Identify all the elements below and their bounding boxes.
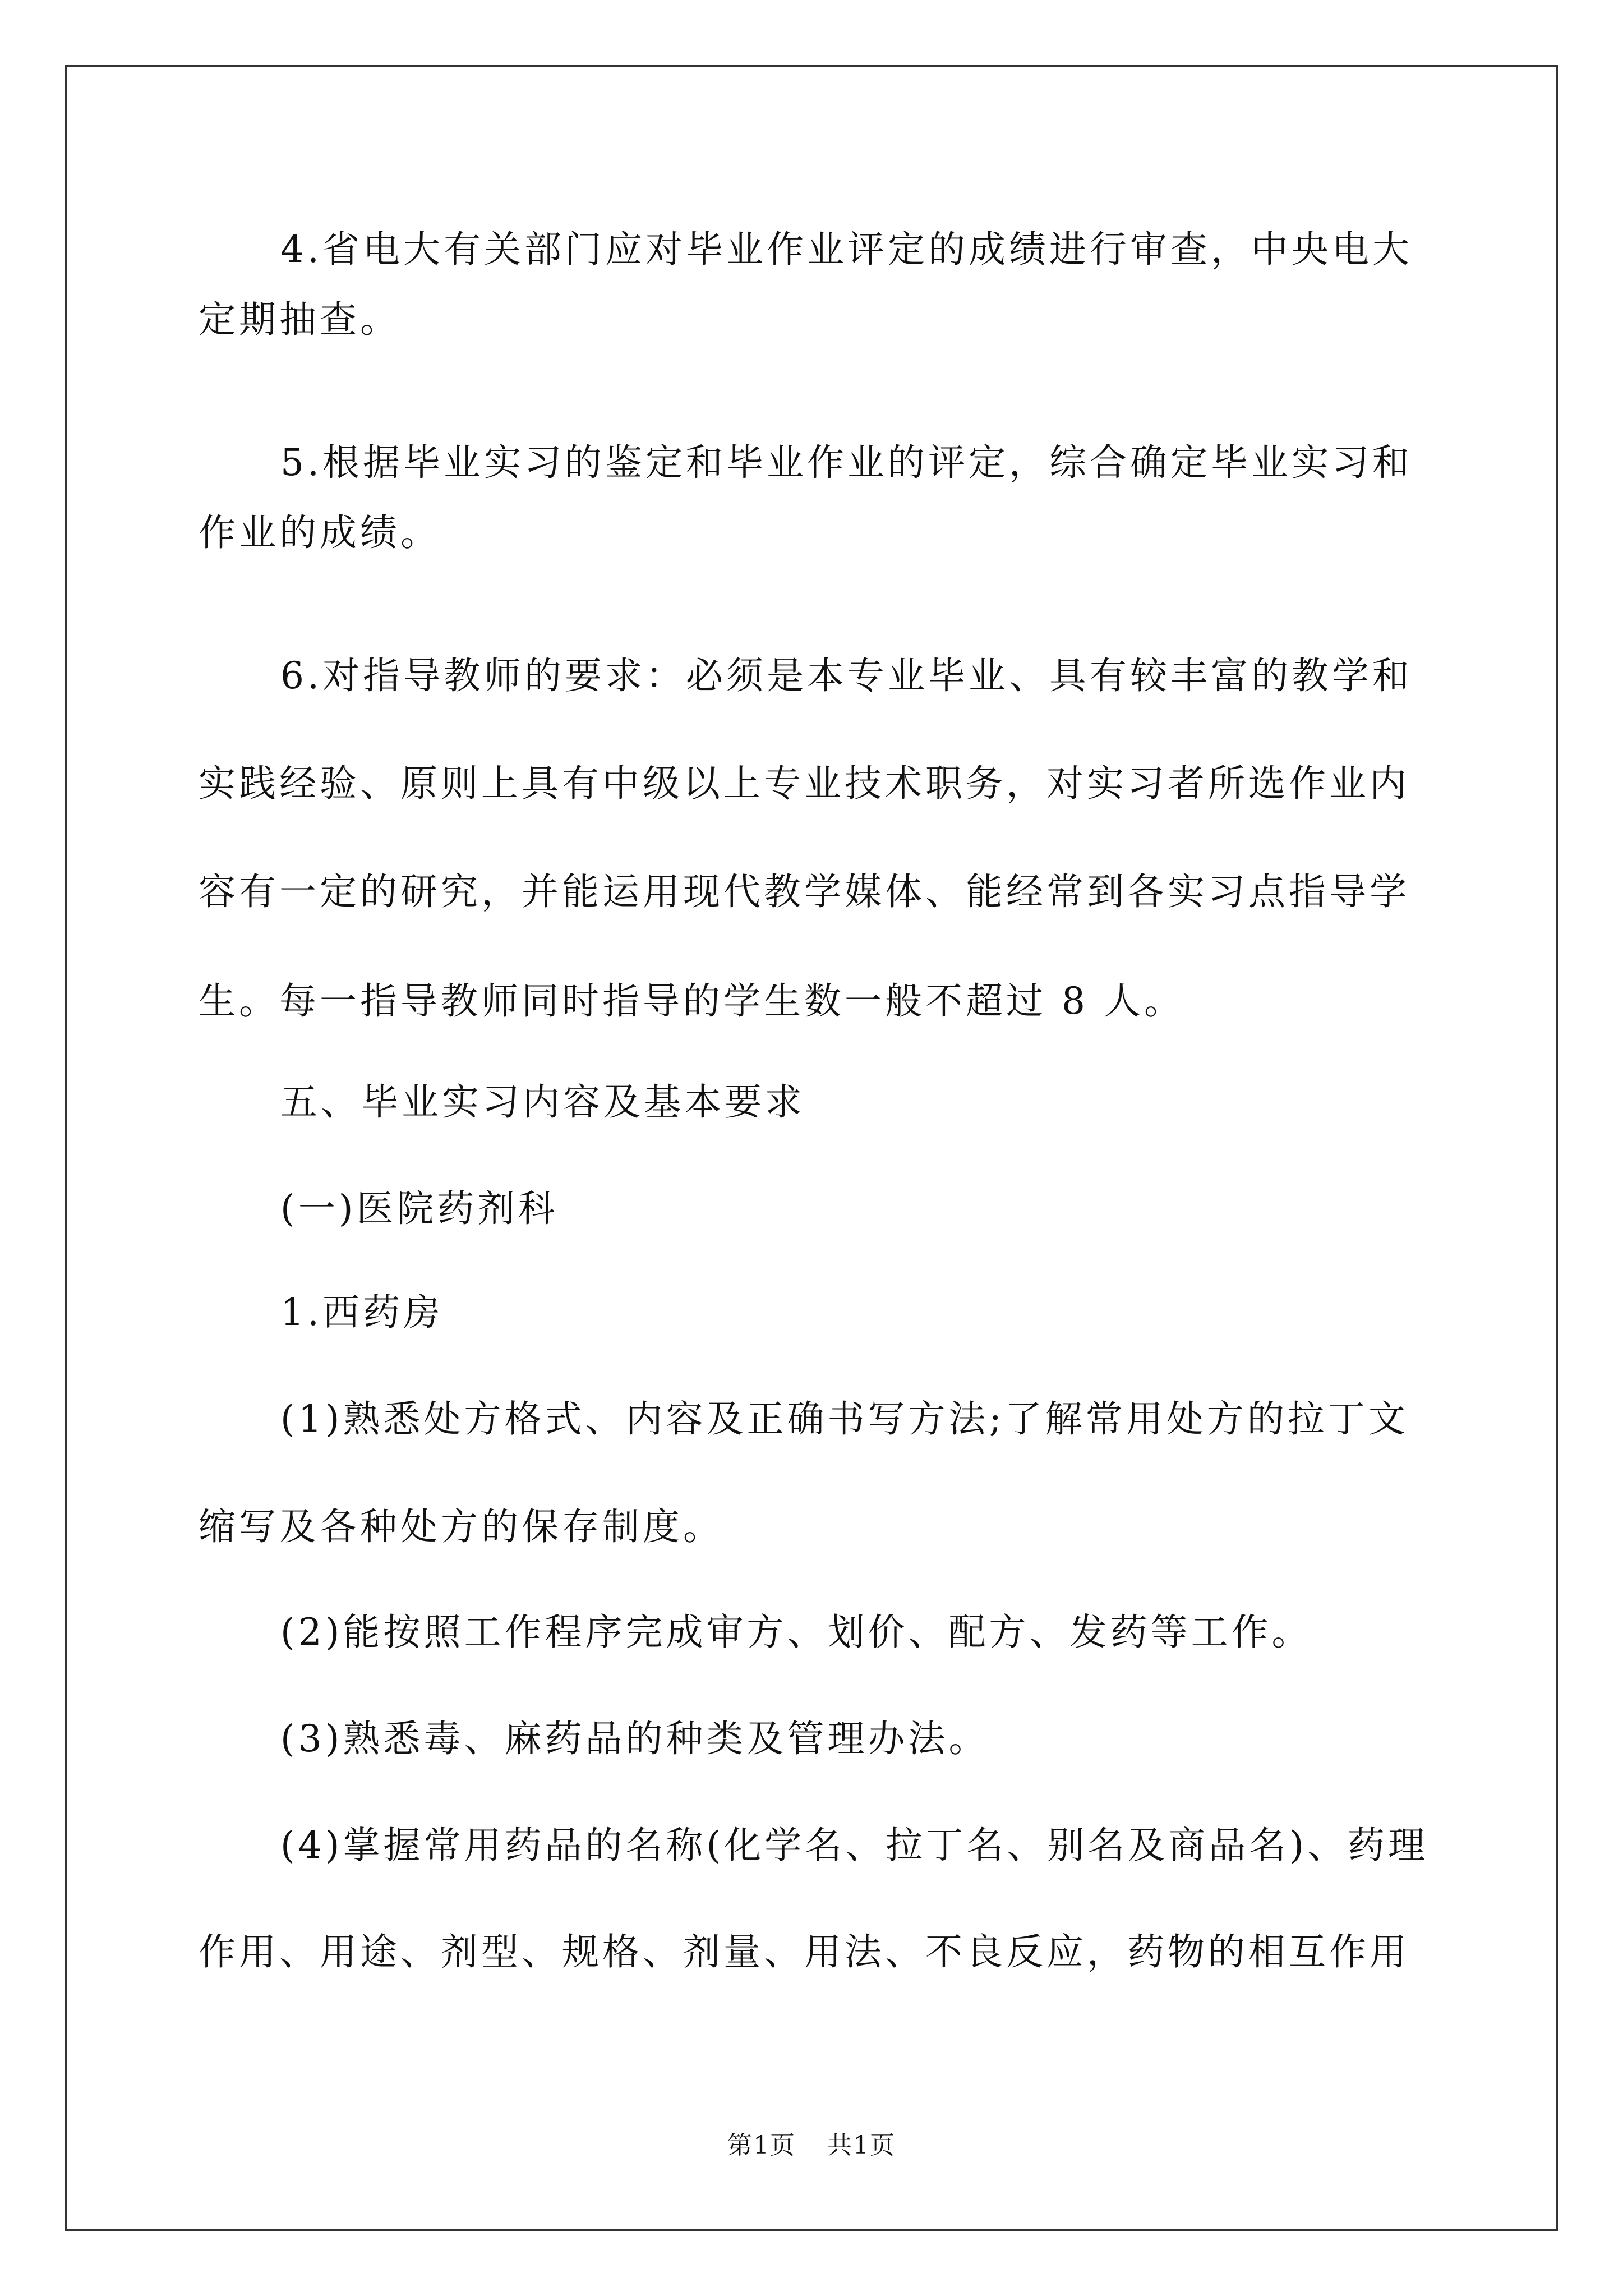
- paragraph-line: 作用、用途、剂型、规格、剂量、用法、不良反应，药物的相互作用: [199, 1930, 1410, 1973]
- paragraph-line: (2)能按照工作程序完成审方、划价、配方、发药等工作。: [280, 1611, 1312, 1654]
- page-border: [65, 65, 1558, 2231]
- paragraph-line: (4)掌握常用药品的名称(化学名、拉丁名、别名及商品名)、药理: [280, 1824, 1428, 1867]
- paragraph-line: (1)熟悉处方格式、内容及正确书写方法;了解常用处方的拉丁文: [280, 1397, 1409, 1441]
- paragraph-line: 定期抽查。: [199, 298, 400, 341]
- subsection-heading: (一)医院药剂科: [280, 1187, 559, 1230]
- paragraph-line: 5.根据毕业实习的鉴定和毕业作业的评定，综合确定毕业实习和: [280, 441, 1413, 484]
- paragraph-line: 缩写及各种处方的保存制度。: [199, 1505, 723, 1548]
- paragraph-line: (3)熟悉毒、麻药品的种类及管理办法。: [280, 1717, 989, 1760]
- item-heading: 1.西药房: [280, 1291, 444, 1334]
- page-footer: [0, 2129, 1623, 2162]
- paragraph-line: 生。每一指导教师同时指导的学生数一般不超过 8 人。: [199, 979, 1184, 1023]
- page-total: 共1页: [827, 2131, 896, 2160]
- paragraph-line: 容有一定的研究，并能运用现代教学媒体、能经常到各实习点指导学: [199, 870, 1410, 913]
- paragraph-line: 6.对指导教师的要求：必须是本专业毕业、具有较丰富的教学和: [280, 654, 1413, 697]
- paragraph-line: 作业的成绩。: [199, 511, 441, 554]
- page-number: 第1页: [727, 2131, 796, 2160]
- section-heading: 五、毕业实习内容及基本要求: [280, 1080, 805, 1124]
- paragraph-line: 4.省电大有关部门应对毕业作业评定的成绩进行审查，中央电大: [280, 228, 1413, 271]
- paragraph-line: 实践经验、原则上具有中级以上专业技术职务，对实习者所选作业内: [199, 762, 1410, 805]
